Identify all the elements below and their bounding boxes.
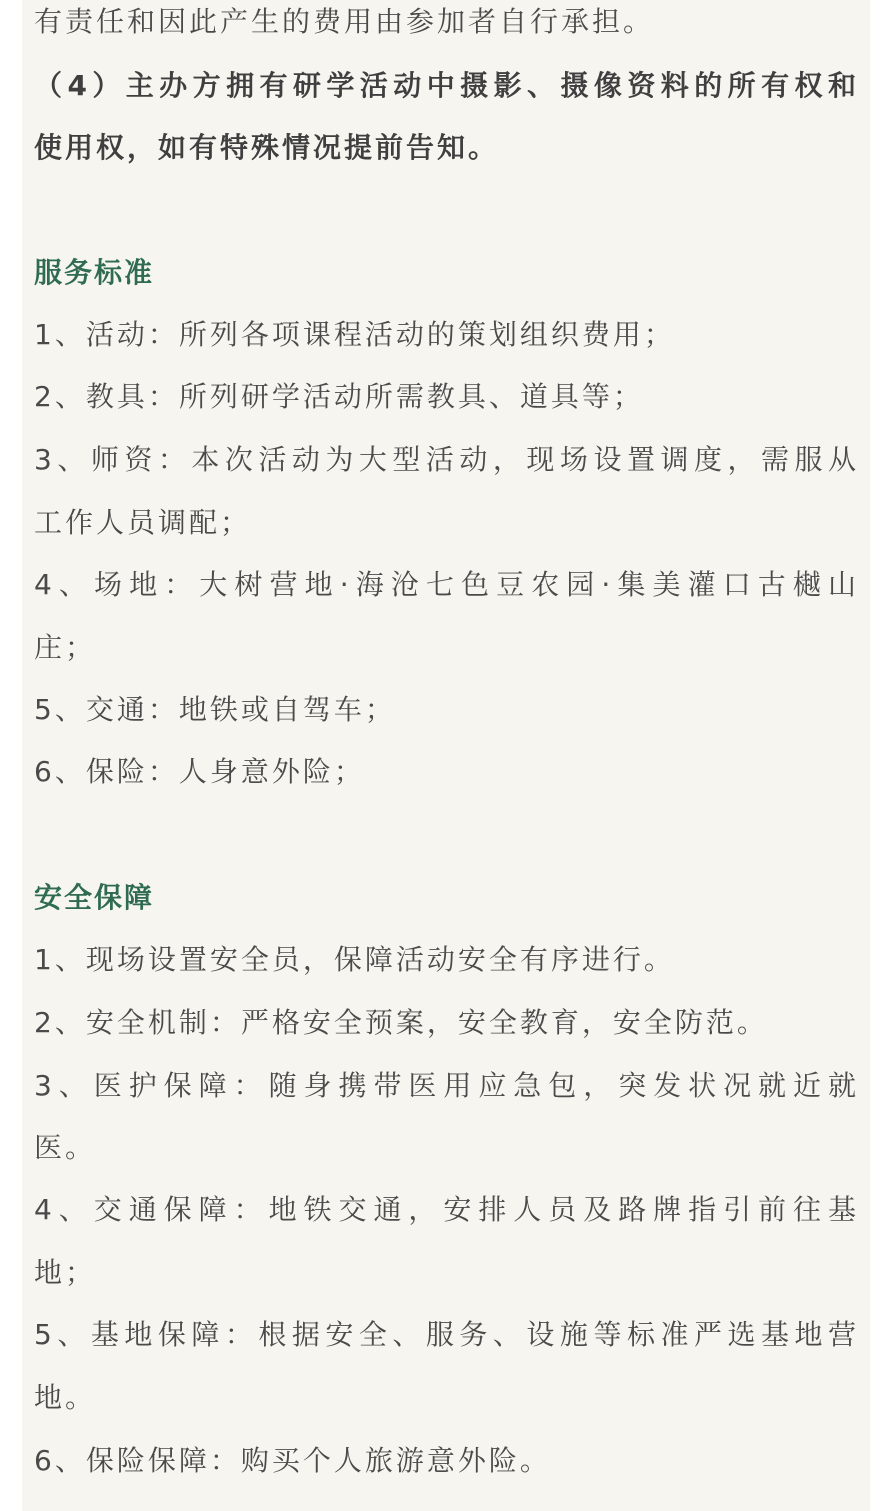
section-heading-service: 服务标准: [34, 256, 155, 289]
safety-item-continued: 医。: [34, 1131, 97, 1164]
safety-item: 6、保险保障：购买个人旅游意外险。: [34, 1444, 551, 1477]
service-item-continued: 工作人员调配；: [34, 506, 252, 539]
service-item: 6、保险：人身意外险；: [34, 755, 365, 788]
safety-item: 2、安全机制：严格安全预案，安全教育，安全防范。: [34, 1006, 768, 1039]
safety-item-continued: 地。: [34, 1381, 97, 1414]
service-item: 4、场地：大树营地·海沧七色豆农园·集美灌口古樾山: [34, 568, 856, 601]
clause-4-line-2: 使用权，如有特殊情况提前告知。: [34, 131, 500, 164]
clause-4-line-1: （4）主办方拥有研学活动中摄影、摄像资料的所有权和: [34, 69, 856, 102]
section-heading-safety: 安全保障: [34, 881, 155, 914]
safety-item: 3、医护保障：随身携带医用应急包，突发状况就近就: [34, 1069, 856, 1102]
service-item: 3、师资：本次活动为大型活动，现场设置调度，需服从: [34, 443, 856, 476]
safety-item: 4、交通保障：地铁交通，安排人员及路牌指引前往基: [34, 1193, 856, 1226]
service-item: 2、教具：所列研学活动所需教具、道具等；: [34, 380, 644, 413]
safety-item: 5、基地保障：根据安全、服务、设施等标准严选基地营: [34, 1318, 856, 1351]
service-item: 1、活动：所列各项课程活动的策划组织费用；: [34, 318, 675, 351]
service-item: 5、交通：地铁或自驾车；: [34, 693, 396, 726]
intro-text: 有责任和因此产生的费用由参加者自行承担。: [34, 5, 655, 38]
service-item-continued: 庄；: [34, 631, 97, 664]
safety-item: 1、现场设置安全员，保障活动安全有序进行。: [34, 943, 675, 976]
safety-item-continued: 地；: [34, 1256, 97, 1289]
